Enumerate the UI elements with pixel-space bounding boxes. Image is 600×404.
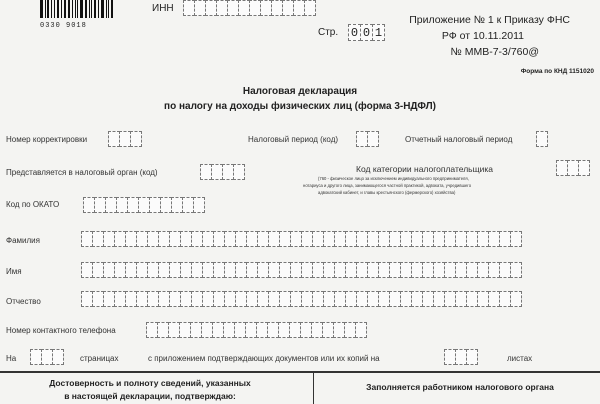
barcode-bar bbox=[106, 0, 107, 18]
barcode-bar bbox=[85, 0, 87, 18]
inn-field[interactable] bbox=[183, 0, 315, 18]
title-line-1: Налоговая декларация bbox=[242, 86, 358, 97]
barcode-bar bbox=[68, 0, 70, 18]
phone-label: Номер контактного телефона bbox=[6, 326, 116, 335]
page-number-field[interactable] bbox=[348, 23, 384, 41]
barcode-bar bbox=[45, 0, 46, 18]
barcode-bar bbox=[47, 0, 49, 18]
barcode-bar bbox=[57, 0, 60, 18]
on-label: На bbox=[6, 354, 17, 363]
page-digit: 0 bbox=[360, 24, 373, 41]
barcode-bar bbox=[98, 0, 99, 18]
reporting-year-field[interactable] bbox=[536, 131, 547, 149]
surname-field[interactable] bbox=[81, 231, 521, 249]
barcode-bar bbox=[77, 0, 78, 18]
character-cell[interactable] bbox=[130, 131, 142, 147]
confirmation-line-1: Достоверность и полноту сведений, указанных bbox=[49, 378, 251, 388]
correction-number-label: Номер корректировки bbox=[6, 135, 88, 144]
character-cell[interactable] bbox=[193, 197, 205, 213]
character-cell[interactable] bbox=[510, 262, 522, 278]
reporting-year-label: Отчетный налоговый период bbox=[405, 135, 513, 144]
barcode-bar bbox=[72, 0, 73, 18]
taxpayer-category-field[interactable] bbox=[556, 160, 589, 178]
barcode-bar bbox=[108, 0, 109, 18]
patronymic-label: Отчество bbox=[6, 297, 41, 306]
confirmation-line-2: в настоящей декларации, подтверждаю: bbox=[64, 391, 236, 401]
barcode-bar bbox=[89, 0, 90, 18]
sheets-label: листах bbox=[507, 354, 533, 363]
barcode bbox=[40, 0, 115, 18]
surname-label: Фамилия bbox=[6, 236, 40, 245]
form-code: Форма по КНД 1151020 bbox=[520, 68, 594, 75]
barcode-bar bbox=[91, 0, 92, 18]
barcode-number: 0330 9018 bbox=[40, 22, 87, 30]
header-line-2: РФ от 10.11.2011 bbox=[441, 30, 524, 42]
header-line-1: Приложение № 1 к Приказу ФНС bbox=[409, 14, 570, 26]
pages-label: страницах bbox=[80, 354, 119, 363]
page-digit: 1 bbox=[372, 24, 385, 41]
page-digit: 0 bbox=[348, 24, 361, 41]
barcode-bar bbox=[64, 0, 66, 18]
category-note-2: нотариуса и другого лица, занимающегося частной практикой, адвоката, учредившего bbox=[303, 183, 472, 188]
tax-authority-code-label: Представляется в налоговый орган (код) bbox=[6, 168, 158, 177]
patronymic-field[interactable] bbox=[81, 291, 521, 309]
tax-authority-code-field[interactable] bbox=[200, 164, 244, 182]
character-cell[interactable] bbox=[510, 231, 522, 247]
tax-period-code-field[interactable] bbox=[356, 131, 378, 149]
barcode-bar bbox=[80, 0, 83, 18]
title-line-2: по налогу на доходы физических лиц (форма 3-НДФЛ) bbox=[164, 101, 436, 112]
character-cell[interactable] bbox=[304, 0, 316, 16]
character-cell[interactable] bbox=[578, 160, 590, 176]
barcode-bar bbox=[75, 0, 76, 18]
tax-officer-section-title: Заполняется работником налогового органа bbox=[366, 382, 554, 392]
barcode-bar bbox=[94, 0, 96, 18]
section-vertical-divider bbox=[313, 373, 314, 404]
taxpayer-category-label: Код категории налогоплательщика bbox=[356, 164, 493, 174]
category-note-3: адвокатский кабинет, и главы крестьянского (фермерского) хозяйства) bbox=[318, 190, 456, 195]
section-divider bbox=[0, 371, 600, 373]
category-note-1: (760 - физическое лицо за исключением индивидуального предпринимателя, bbox=[318, 176, 469, 181]
character-cell[interactable] bbox=[52, 349, 64, 365]
barcode-bar bbox=[111, 0, 113, 18]
correction-number-field[interactable] bbox=[108, 131, 141, 149]
name-label: Имя bbox=[6, 267, 22, 276]
page-label: Стр. bbox=[318, 27, 339, 38]
barcode-bar bbox=[54, 0, 55, 18]
attachments-label: с приложением подтверждающих документов или их копий на bbox=[148, 354, 380, 363]
barcode-bar bbox=[40, 0, 43, 18]
barcode-bar bbox=[51, 0, 52, 18]
barcode-bar bbox=[61, 0, 62, 18]
pages-count-field[interactable] bbox=[30, 349, 63, 367]
character-cell[interactable] bbox=[536, 131, 548, 147]
okato-label: Код по ОКАТО bbox=[6, 200, 60, 209]
name-field[interactable] bbox=[81, 262, 521, 280]
character-cell[interactable] bbox=[510, 291, 522, 307]
attachments-count-field[interactable] bbox=[444, 349, 477, 367]
inn-label: ИНН bbox=[152, 3, 174, 14]
tax-period-code-label: Налоговый период (код) bbox=[248, 135, 339, 144]
barcode-bar bbox=[101, 0, 104, 18]
character-cell[interactable] bbox=[367, 131, 379, 147]
phone-field[interactable] bbox=[146, 322, 366, 340]
okato-field[interactable] bbox=[83, 197, 204, 215]
character-cell[interactable] bbox=[466, 349, 478, 365]
character-cell[interactable] bbox=[233, 164, 245, 180]
header-line-3: № ММВ-7-3/760@ bbox=[450, 46, 539, 58]
character-cell[interactable] bbox=[355, 322, 367, 338]
